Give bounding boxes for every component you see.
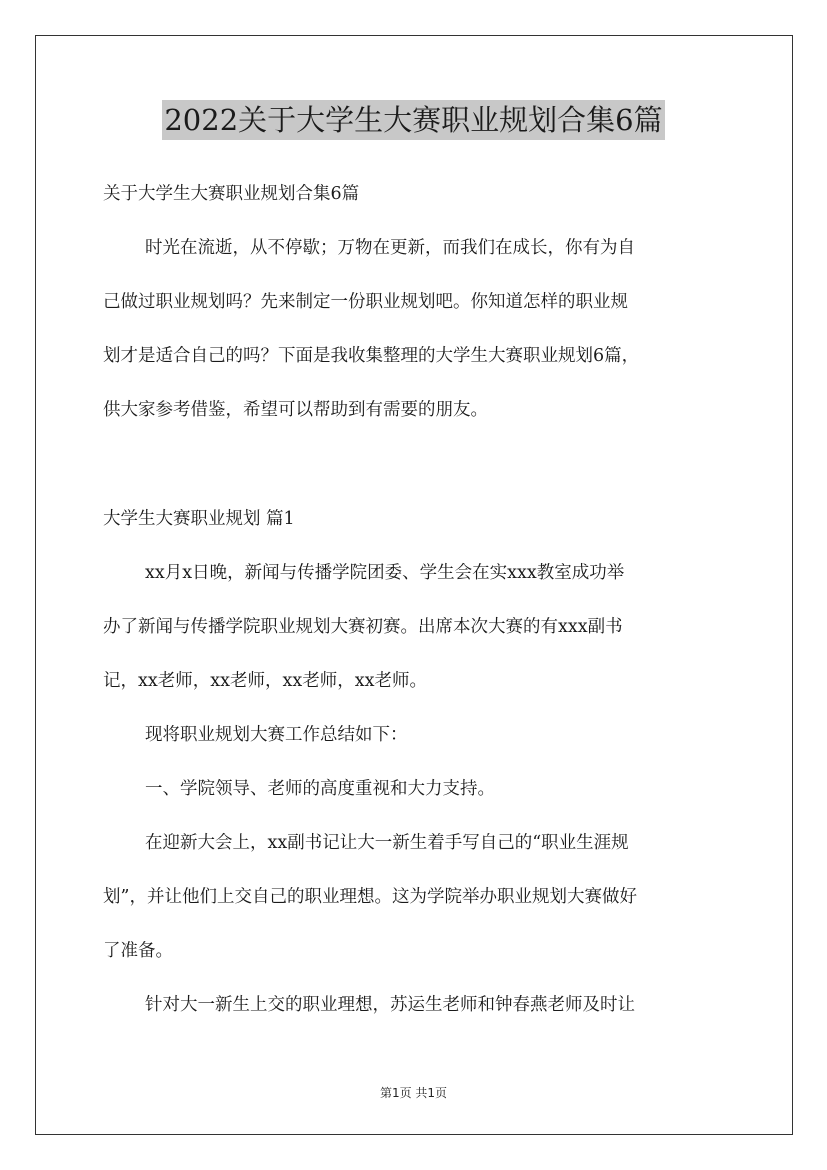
title-container (0, 100, 827, 140)
section-line: xx月x日晚，新闻与传播学院团委、学生会在实xxx教室成功举 (145, 563, 625, 583)
section-line: 了准备。 (103, 941, 173, 961)
section-line: 记，xx老师，xx老师，xx老师，xx老师。 (103, 671, 427, 691)
intro-line: 时光在流逝，从不停歇；万物在更新，而我们在成长，你有为自 (145, 238, 635, 258)
document-title: 2022关于大学生大赛职业规划合集6篇 (162, 100, 664, 140)
section-line: 针对大一新生上交的职业理想，苏运生老师和钟春燕老师及时让 (145, 995, 635, 1015)
intro-line: 己做过职业规划吗？先来制定一份职业规划吧。你知道怎样的职业规 (103, 292, 628, 312)
section-line: 划”，并让他们上交自己的职业理想。这为学院举办职业规划大赛做好 (103, 887, 637, 907)
section-line: 在迎新大会上，xx副书记让大一新生着手写自己的“职业生涯规 (145, 833, 629, 853)
intro-line: 划才是适合自己的吗？下面是我收集整理的大学生大赛职业规划6篇， (103, 346, 640, 366)
intro-line: 供大家参考借鉴，希望可以帮助到有需要的朋友。 (103, 400, 488, 420)
page-footer: 第1页 共1页 (379, 1086, 448, 1100)
section-line: 办了新闻与传播学院职业规划大赛初赛。出席本次大赛的有xxx副书 (103, 617, 623, 637)
section-line: 一、学院领导、老师的高度重视和大力支持。 (145, 779, 495, 799)
section-line: 现将职业规划大赛工作总结如下： (145, 725, 408, 745)
section-heading: 大学生大赛职业规划 篇1 (103, 509, 295, 529)
document-subtitle: 关于大学生大赛职业规划合集6篇 (103, 184, 360, 204)
